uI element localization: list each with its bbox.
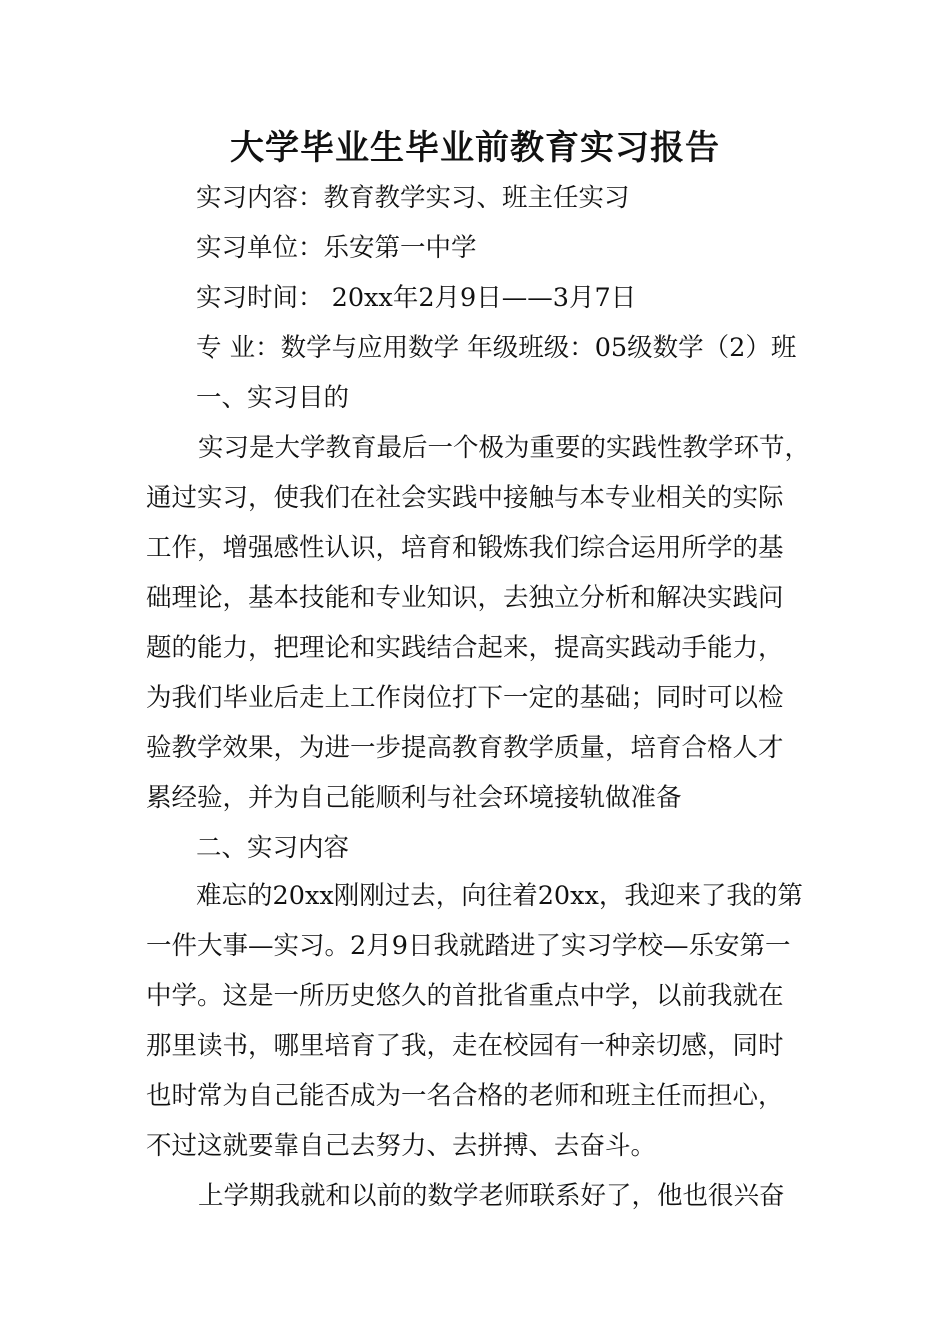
paragraph-line: 通过实习，使我们在社会实践中接触与本专业相关的实际	[146, 483, 784, 513]
meta-major: 专 业：数学与应用数学 年级班级：05级数学（2）班	[196, 333, 797, 363]
paragraph-line: 实习是大学教育最后一个极为重要的实践性教学环节，	[198, 433, 811, 463]
document-title: 大学毕业生毕业前教育实习报告	[230, 128, 720, 168]
meta-time: 实习时间： 20xx年2月9日——3月7日	[196, 283, 637, 313]
paragraph-line: 难忘的20xx刚刚过去，向往着20xx，我迎来了我的第	[196, 881, 803, 911]
paragraph-line: 中学。这是一所历史悠久的首批省重点中学，以前我就在	[146, 981, 784, 1011]
section-heading-content: 二、实习内容	[196, 833, 350, 863]
paragraph-line: 验教学效果，为进一步提高教育教学质量，培育合格人才	[146, 733, 784, 763]
paragraph-line: 不过这就要靠自己去努力、去拼搏、去奋斗。	[146, 1131, 657, 1161]
paragraph-line: 为我们毕业后走上工作岗位打下一定的基础；同时可以检	[146, 683, 784, 713]
paragraph-line: 础理论，基本技能和专业知识，去独立分析和解决实践问	[146, 583, 784, 613]
paragraph-line: 累经验，并为自己能顺利与社会环境接轨做准备	[146, 783, 682, 813]
paragraph-line: 一件大事—实习。2月9日我就踏进了实习学校—乐安第一	[146, 931, 791, 961]
meta-unit: 实习单位：乐安第一中学	[196, 233, 477, 263]
paragraph-line: 上学期我就和以前的数学老师联系好了，他也很兴奋	[198, 1181, 785, 1211]
paragraph-line: 也时常为自己能否成为一名合格的老师和班主任而担心，	[146, 1081, 784, 1111]
meta-content: 实习内容：教育教学实习、班主任实习	[196, 183, 630, 213]
paragraph-line: 那里读书，哪里培育了我，走在校园有一种亲切感，同时	[146, 1031, 784, 1061]
paragraph-line: 题的能力，把理论和实践结合起来，提高实践动手能力，	[146, 633, 784, 663]
section-heading-purpose: 一、实习目的	[196, 383, 350, 413]
paragraph-line: 工作，增强感性认识，培育和锻炼我们综合运用所学的基	[146, 533, 784, 563]
